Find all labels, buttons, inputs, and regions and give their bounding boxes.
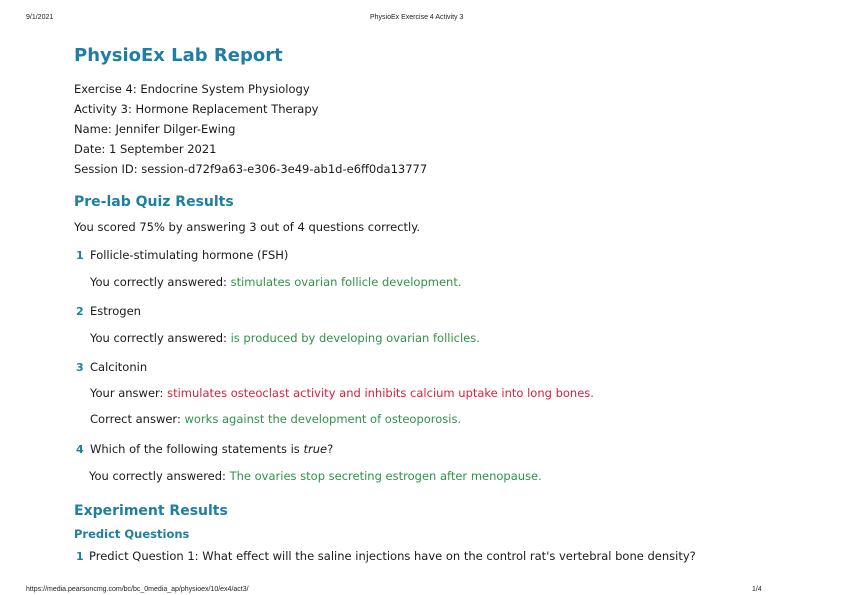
question-text: Follicle-stimulating hormone (FSH) — [90, 248, 289, 262]
question-text-part: Which of the following statements is — [90, 442, 304, 456]
question-text — [90, 442, 333, 456]
print-page-number: 1/4 — [752, 586, 762, 593]
answer-label: You correctly answered: — [90, 331, 227, 345]
question-text-part: ? — [327, 442, 334, 456]
question-text: Predict Question 1: What effect will the saline injections have on the control rat's vertebral bone density? — [89, 549, 696, 563]
experiment-heading: Experiment Results — [74, 503, 228, 519]
question-text-emphasis: true — [303, 442, 328, 456]
print-url: https://media.pearsoncmg.com/bc/bc_0media_ap/physioex/10/ex4/act3/ — [26, 586, 249, 593]
question-number: 1 — [76, 550, 84, 563]
correct-answer-line — [90, 331, 480, 345]
prelab-heading: Pre-lab Quiz Results — [74, 194, 234, 210]
answer-value: stimulates osteoclast activity and inhibits calcium uptake into long bones. — [167, 386, 594, 400]
question-text: Estrogen — [90, 304, 141, 318]
session-line: Session ID: session-d72f9a63-e306-3e49-ab1d-e6ff0da13777 — [74, 162, 428, 176]
correct-answer-line — [90, 275, 462, 289]
answer-label: You correctly answered: — [90, 275, 227, 289]
predict-questions-heading: Predict Questions — [74, 527, 190, 541]
answer-value: works against the development of osteoporosis. — [184, 412, 462, 426]
answer-value: is produced by developing ovarian follicles. — [230, 331, 480, 345]
answer-label: You correctly answered: — [89, 469, 226, 483]
question-number: 2 — [76, 305, 84, 318]
answer-value: The ovaries stop secreting estrogen after menopause. — [229, 469, 542, 483]
print-title: PhysioEx Exercise 4 Activity 3 — [370, 14, 464, 21]
correct-answer-line — [90, 412, 461, 426]
prelab-score: You scored 75% by answering 3 out of 4 questions correctly. — [74, 220, 421, 234]
question-number: 3 — [76, 361, 84, 374]
your-answer-line — [90, 386, 594, 400]
question-text: Calcitonin — [90, 360, 148, 374]
exercise-line: Exercise 4: Endocrine System Physiology — [74, 82, 310, 96]
question-number: 4 — [76, 443, 84, 456]
date-line: Date: 1 September 2021 — [74, 142, 217, 156]
answer-label: Your answer: — [90, 386, 164, 400]
print-date: 9/1/2021 — [26, 14, 54, 21]
name-line: Name: Jennifer Dilger-Ewing — [74, 122, 236, 136]
answer-label: Correct answer: — [90, 412, 181, 426]
activity-line: Activity 3: Hormone Replacement Therapy — [74, 102, 319, 116]
page-title: PhysioEx Lab Report — [74, 45, 283, 66]
answer-value: stimulates ovarian follicle development. — [230, 275, 462, 289]
correct-answer-line — [89, 469, 542, 483]
question-number: 1 — [76, 249, 84, 262]
